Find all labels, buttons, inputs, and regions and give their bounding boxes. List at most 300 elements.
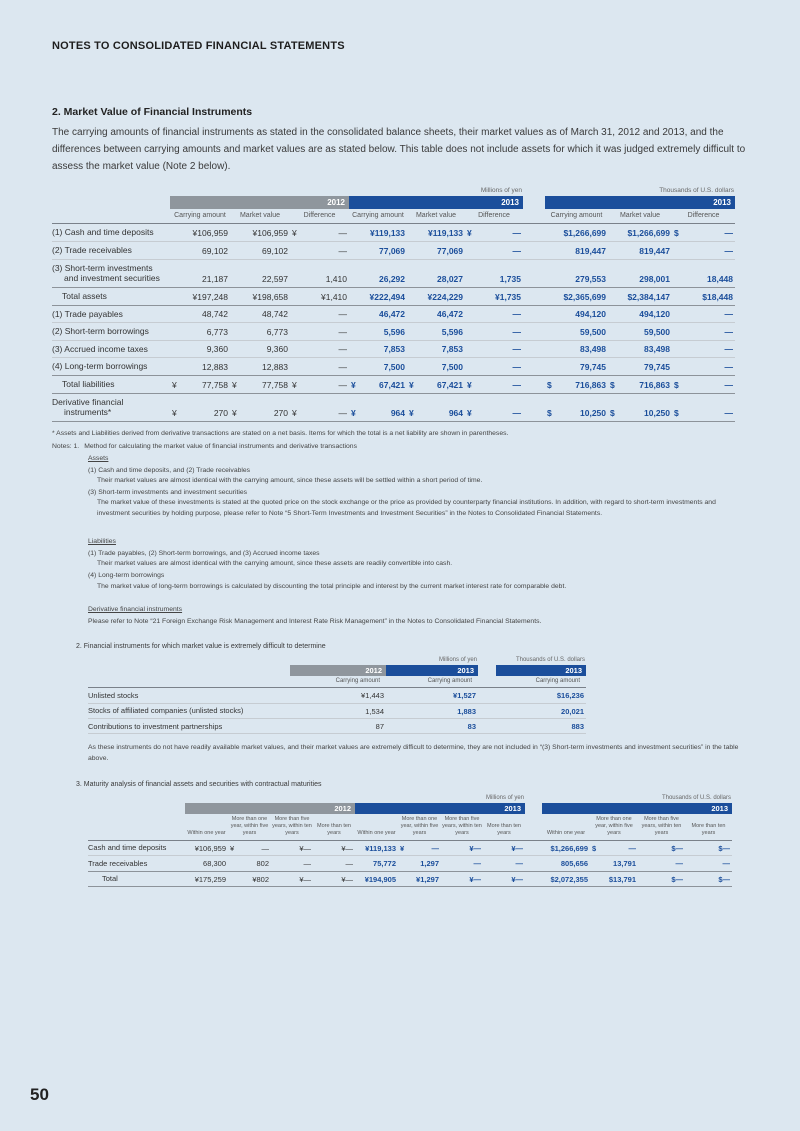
year-2013-usd-bar: 2013 — [545, 196, 735, 209]
amount: 67,421 — [437, 379, 463, 390]
table-cell: ¥— — [511, 874, 523, 884]
amount: — — [431, 843, 439, 853]
table-cell: — — [338, 245, 347, 256]
table-cell: ¥119,133 — [428, 228, 463, 239]
table-cell — [170, 405, 230, 421]
amount: 964 — [448, 407, 463, 418]
row-label: Total assets — [62, 290, 107, 301]
table-cell — [170, 377, 230, 393]
column-header-market: Market value — [239, 212, 281, 219]
table-cell: ¥802 — [252, 874, 269, 884]
table-cell: $1,266,699 — [563, 228, 606, 239]
table-row — [52, 358, 735, 376]
table-cell: 83,498 — [644, 344, 670, 355]
column-header-market: Market value — [619, 212, 661, 219]
currency-symbol: ¥ — [467, 228, 472, 239]
column-header-five-to-ten: More than five years, within ten years — [641, 815, 682, 836]
column-header-difference: Difference — [687, 212, 720, 219]
currency-symbol: ¥ — [351, 407, 356, 418]
column-header-carrying: Carrying amount — [335, 678, 380, 685]
row-label: Cash and time deposits — [88, 843, 167, 853]
table-cell — [407, 405, 465, 421]
column-gap — [523, 299, 545, 305]
table-row — [88, 688, 586, 703]
table-cell: — — [724, 326, 733, 337]
table-cell: 59,500 — [644, 326, 670, 337]
note2-after-text: As these instruments do not have readily available market values, and their market values are extremely difficult to determine, they are not included in “(3) Short-term investments and investment securities” in the table above. — [88, 744, 739, 763]
section-title: 2. Market Value of Financial Instruments — [52, 106, 253, 118]
table-cell: 12,883 — [202, 362, 228, 373]
table-cell — [672, 405, 735, 421]
amount: — — [512, 228, 521, 239]
table-cell — [672, 225, 735, 241]
row-label: (1) Trade payables — [52, 308, 123, 319]
table-cell: $— — [671, 874, 683, 884]
currency-symbol: ¥ — [232, 407, 237, 418]
table-row — [88, 872, 732, 887]
table-row — [52, 288, 735, 306]
column-header-one-to-five: More than one year, within five years — [400, 815, 439, 836]
amount: 10,250 — [644, 407, 670, 418]
table-cell: ¥— — [341, 874, 353, 884]
table-cell: 7,853 — [441, 344, 463, 355]
table-cell: ¥194,905 — [364, 874, 396, 884]
table-cell: — — [338, 362, 347, 373]
amount: 270 — [273, 407, 288, 418]
table-cell: 48,742 — [202, 309, 228, 320]
column-gap — [525, 866, 542, 871]
table-cell: 21,187 — [202, 273, 228, 284]
table-cell: 77,069 — [379, 245, 405, 256]
table-cell: — — [338, 309, 347, 320]
currency-symbol: ¥ — [292, 379, 297, 390]
column-header-one-to-five: More than one year, within five years — [230, 815, 269, 836]
column-header-within-one-year: Within one year — [187, 829, 226, 836]
page-number: 50 — [30, 1085, 49, 1104]
table-cell — [465, 225, 523, 241]
row-label: (4) Long-term borrowings — [52, 361, 148, 372]
row-label: (2) Trade receivables — [52, 245, 132, 256]
table-cell: — — [512, 362, 521, 373]
year-2013-bar: 2013 — [349, 196, 523, 209]
table2-column-headers — [88, 676, 586, 688]
unit-label-yen: Millions of yen — [438, 657, 477, 664]
column-header-over-ten: More than ten years — [691, 822, 726, 836]
table-cell: 26,292 — [379, 273, 405, 284]
table-cell: $16,236 — [556, 691, 584, 701]
row-label: Unlisted stocks — [88, 690, 139, 700]
amount: 10,250 — [580, 407, 606, 418]
column-header-within-one-year: Within one year — [357, 829, 396, 836]
table-cell: ¥106,959 — [192, 228, 228, 239]
assets-heading: Assets — [88, 454, 109, 462]
row-label: Derivative financial instruments* — [52, 396, 124, 418]
row-label: (3) Accrued income taxes — [52, 343, 148, 354]
table-cell: ¥222,494 — [369, 291, 405, 302]
table-cell: — — [345, 859, 353, 869]
table-row — [52, 242, 735, 260]
table-cell: ¥1,410 — [321, 291, 347, 302]
page-content — [52, 106, 752, 887]
year-2012-bar: 2012 — [185, 803, 355, 814]
table-row — [88, 704, 586, 719]
currency-symbol: ¥ — [172, 407, 177, 418]
table-cell — [465, 377, 523, 393]
derivative-body: Please refer to Note “21 Foreign Exchange Risk Management and Interest Rate Risk Management” in the Notes to Consolidated Financial Statements. — [88, 617, 542, 625]
market-value-table — [52, 187, 735, 422]
amount: — — [338, 379, 347, 390]
column-gap — [523, 387, 545, 393]
liabilities-item-head: (4) Long-term borrowings — [88, 572, 165, 580]
table3-unit-row — [88, 795, 732, 801]
table-cell: — — [338, 344, 347, 355]
liabilities-item-body: Their market values are almost identical with the carrying amount, since these assets are readily convertible into cash. — [97, 560, 453, 568]
assets-item — [88, 466, 743, 519]
amount: 77,758 — [262, 379, 288, 390]
table-cell: 5,596 — [441, 326, 463, 337]
table-cell: 13,791 — [613, 859, 636, 869]
table-cell: $1,266,699 — [550, 843, 588, 853]
table-cell: 18,448 — [707, 273, 733, 284]
table1-footnote: * Assets and Liabilities derived from derivative transactions are stated on a net basis. Items for which the total is a net liability are shown in parentheses. — [52, 429, 509, 437]
table-cell: — — [724, 344, 733, 355]
difficult-to-determine-table — [88, 657, 586, 734]
column-gap — [523, 351, 545, 357]
table-cell: 46,472 — [437, 309, 463, 320]
amount: 716,863 — [639, 379, 670, 390]
table-cell: 87 — [375, 721, 384, 731]
column-header-within-one-year: Within one year — [546, 829, 586, 836]
amount: — — [261, 843, 269, 853]
table-cell: — — [724, 362, 733, 373]
table-cell: 79,745 — [580, 362, 606, 373]
amount: — — [628, 843, 636, 853]
table1-body — [52, 224, 735, 422]
table-cell: ¥175,259 — [194, 874, 226, 884]
notes-label: Notes: 1. — [52, 442, 80, 450]
column-gap — [478, 683, 496, 687]
table-cell: 59,500 — [580, 326, 606, 337]
assets-item-head: (1) Cash and time deposits, and (2) Trade receivables — [88, 466, 251, 474]
table-cell: ¥106,959 — [252, 228, 288, 239]
table-cell: 69,102 — [202, 245, 228, 256]
liabilities-item-body: The market value of long-term borrowings is calculated by discounting the total principle and interest by the current market interest rate for comparable debt. — [97, 582, 567, 590]
column-gap — [523, 235, 545, 241]
note1-heading — [52, 443, 752, 450]
row-label: (2) Short-term borrowings — [52, 326, 149, 337]
column-gap — [478, 698, 496, 703]
amount: — — [724, 228, 733, 239]
table-cell: 83 — [467, 721, 476, 731]
column-header-five-to-ten: More than five years, within ten years — [272, 815, 312, 836]
table-row — [88, 719, 586, 734]
column-header-carrying: Carrying amount — [174, 212, 226, 219]
currency-symbol: ¥ — [409, 407, 414, 418]
table-cell: — — [724, 309, 733, 320]
table-cell: 7,500 — [441, 362, 463, 373]
table-cell: — — [515, 859, 523, 869]
table-cell: 22,597 — [262, 273, 288, 284]
unit-label-usd: Thousands of U.S. dollars — [661, 794, 731, 801]
table-cell — [608, 377, 672, 393]
table-cell — [608, 405, 672, 421]
note1-title: Method for calculating the market value of financial instruments and derivative transactions — [84, 442, 357, 450]
table2-unit-row — [88, 657, 586, 663]
column-header-difference: Difference — [478, 212, 510, 219]
currency-symbol: ¥ — [467, 379, 472, 390]
table-row — [52, 306, 735, 324]
table-cell: 494,120 — [575, 309, 606, 320]
currency-symbol: $ — [610, 379, 615, 390]
table-cell — [545, 405, 608, 421]
table-cell: 9,360 — [206, 344, 228, 355]
table-row — [52, 224, 735, 242]
table2-body — [88, 688, 586, 734]
amount: 77,758 — [202, 379, 228, 390]
table-cell: 75,772 — [373, 859, 396, 869]
table-cell: $— — [671, 843, 683, 853]
table-row — [88, 841, 732, 856]
liabilities-item-head: (1) Trade payables, (2) Short-term borrowings, and (3) Accrued income taxes — [88, 550, 320, 558]
table-cell: 9,360 — [266, 344, 288, 355]
table-cell: 46,472 — [379, 309, 405, 320]
table-cell: 68,300 — [203, 859, 226, 869]
liabilities-item — [88, 549, 743, 592]
table-cell — [228, 841, 271, 855]
table-cell: ¥— — [341, 843, 353, 853]
currency-symbol: ¥ — [409, 379, 414, 390]
currency-symbol: $ — [547, 407, 552, 418]
column-gap — [525, 850, 542, 855]
table-cell: ¥119,133 — [365, 843, 396, 853]
column-header-difference: Difference — [303, 212, 336, 219]
column-header-carrying: Carrying amount — [427, 678, 472, 685]
table-cell: 1,410 — [325, 273, 347, 284]
column-gap — [478, 728, 496, 733]
table-row — [52, 341, 735, 359]
table-cell: 12,883 — [262, 362, 288, 373]
table-cell: — — [512, 344, 521, 355]
table-cell: ¥1,527 — [453, 691, 476, 701]
table-cell: ¥— — [299, 843, 311, 853]
currency-symbol: ¥ — [232, 379, 237, 390]
currency-symbol: ¥ — [292, 407, 297, 418]
table-row — [52, 394, 735, 422]
row-label: Total liabilities — [62, 379, 115, 390]
table-cell: — — [473, 859, 481, 869]
column-gap — [525, 881, 542, 886]
table-cell: 1,534 — [365, 706, 384, 716]
assets-item-body: The market value of these investments is stated at the quoted price on the stock exchange or the price as provided by counterparty financial institutions. In addition, with regard to short-term investments and investment securities by holding purpose, please refer to Note “5 Short-Term Investments and Investment Securities” in the Notes to Consolidated Financial Statements. — [97, 499, 716, 517]
currency-symbol: ¥ — [400, 843, 405, 853]
table-row — [88, 856, 732, 871]
table-cell: 77,069 — [437, 245, 463, 256]
unit-label-yen: Millions of yen — [480, 187, 522, 194]
table1-unit-row — [52, 187, 735, 194]
assets-item-head: (3) Short-term investments and investment securities — [88, 489, 248, 497]
amount: — — [512, 379, 521, 390]
table-cell: $18,448 — [702, 291, 733, 302]
table-cell — [290, 405, 349, 421]
column-header-carrying: Carrying amount — [352, 212, 404, 219]
table-cell — [349, 377, 407, 393]
currency-symbol: $ — [592, 843, 597, 853]
table3-body — [88, 841, 732, 887]
column-header-market: Market value — [415, 212, 457, 219]
table-cell: — — [512, 309, 521, 320]
table-cell: ¥224,229 — [427, 291, 463, 302]
column-gap — [523, 316, 545, 322]
document-title: NOTES TO CONSOLIDATED FINANCIAL STATEMENTS — [52, 40, 345, 52]
table-cell — [290, 377, 349, 393]
unit-label-yen: Millions of yen — [485, 794, 524, 801]
column-header-five-to-ten: More than five years, within ten years — [442, 815, 482, 836]
amount: 270 — [213, 407, 228, 418]
table-cell: 69,102 — [262, 245, 288, 256]
unit-label-usd: Thousands of U.S. dollars — [515, 657, 585, 664]
column-gap — [523, 253, 545, 259]
table-cell: ¥119,133 — [370, 228, 405, 239]
column-header-one-to-five: More than one year, within five years — [595, 815, 633, 836]
table-cell: 298,001 — [639, 273, 670, 284]
currency-symbol: ¥ — [172, 379, 177, 390]
table-cell — [230, 377, 290, 393]
column-gap — [523, 415, 545, 421]
table-cell: 6,773 — [206, 326, 228, 337]
amount: 716,863 — [575, 379, 606, 390]
table-cell: — — [722, 859, 730, 869]
row-label: (3) Short-term investments and investment securities — [52, 262, 160, 284]
currency-symbol: $ — [610, 407, 615, 418]
currency-symbol: ¥ — [292, 228, 297, 239]
table-cell: 819,447 — [639, 245, 670, 256]
column-header-spacer — [52, 217, 170, 223]
table-row — [52, 260, 735, 288]
table-cell: $13,791 — [608, 874, 636, 884]
table-cell: $— — [718, 874, 730, 884]
table1-column-headers — [52, 209, 735, 224]
table-cell: $1,266,699 — [627, 228, 670, 239]
column-gap — [523, 281, 545, 287]
table-cell — [230, 405, 290, 421]
table-cell: 802 — [256, 859, 269, 869]
table3-column-headers — [88, 814, 732, 841]
table-cell: ¥— — [469, 843, 481, 853]
note1-content — [88, 454, 743, 627]
table-cell: 48,742 — [262, 309, 288, 320]
currency-symbol: $ — [674, 228, 679, 239]
table-cell: $2,072,355 — [550, 874, 588, 884]
year-2013-usd-bar: 2013 — [542, 803, 732, 814]
table-cell: $— — [718, 843, 730, 853]
currency-symbol: ¥ — [467, 407, 472, 418]
table-cell: 28,027 — [437, 273, 463, 284]
table-cell: 805,656 — [560, 859, 588, 869]
year-2013-bar: 2013 — [355, 803, 525, 814]
row-label: Trade receivables — [88, 858, 148, 868]
table-cell: 7,500 — [383, 362, 405, 373]
table-cell: ¥106,959 — [194, 843, 226, 853]
amount: 67,421 — [379, 379, 405, 390]
table-cell: ¥1,443 — [361, 691, 384, 701]
table-cell: 1,297 — [420, 859, 439, 869]
column-gap — [523, 217, 545, 223]
table-cell: — — [338, 326, 347, 337]
table-cell: 5,596 — [383, 326, 405, 337]
table-cell — [398, 841, 441, 855]
column-header-carrying: Carrying amount — [550, 212, 603, 219]
year-2012-bar: 2012 — [290, 665, 386, 676]
table-cell: ¥1,297 — [416, 874, 439, 884]
table-cell: 494,120 — [639, 309, 670, 320]
amount: 964 — [390, 407, 405, 418]
table-cell: 1,735 — [499, 273, 521, 284]
row-label: Contributions to investment partnerships — [88, 721, 223, 731]
row-label: Total — [102, 874, 118, 884]
table3-year-bars — [88, 803, 732, 814]
table-cell: — — [675, 859, 683, 869]
table-cell: — — [512, 326, 521, 337]
column-header-spacer — [88, 835, 185, 840]
table-cell: ¥197,248 — [192, 291, 228, 302]
column-gap — [478, 713, 496, 718]
table-cell — [590, 841, 638, 855]
currency-symbol: ¥ — [230, 843, 235, 853]
table-cell: $2,365,699 — [563, 291, 606, 302]
unit-label-usd: Thousands of U.S. dollars — [659, 187, 734, 194]
table-cell — [465, 405, 523, 421]
table-cell: 883 — [571, 721, 584, 731]
column-header-over-ten: More than ten years — [487, 822, 521, 836]
maturity-analysis-table — [88, 795, 732, 888]
year-2013-bar: 2013 — [386, 665, 478, 676]
currency-symbol: $ — [674, 407, 679, 418]
table-cell: ¥— — [511, 843, 523, 853]
table-cell: 7,853 — [383, 344, 405, 355]
table-cell: 83,498 — [580, 344, 606, 355]
table1-year-bars — [52, 196, 735, 209]
table-cell: 819,447 — [575, 245, 606, 256]
table-cell: — — [724, 245, 733, 256]
table-cell — [672, 377, 735, 393]
derivative-heading: Derivative financial instruments — [88, 605, 183, 613]
year-2013-usd-bar: 2013 — [496, 665, 586, 676]
column-gap — [523, 369, 545, 375]
table-cell: ¥— — [469, 874, 481, 884]
amount: — — [724, 407, 733, 418]
column-header-spacer — [88, 683, 290, 687]
currency-symbol: $ — [547, 379, 552, 390]
note2-title: 2. Financial instruments for which market value is extremely difficult to determine — [76, 643, 326, 651]
row-label: (1) Cash and time deposits — [52, 227, 154, 238]
table-cell: 79,745 — [644, 362, 670, 373]
table-row — [52, 376, 735, 394]
table-cell: ¥— — [299, 874, 311, 884]
liabilities-heading: Liabilities — [88, 537, 116, 545]
table-cell: 20,021 — [561, 706, 584, 716]
currency-symbol: ¥ — [351, 379, 356, 390]
column-gap — [523, 334, 545, 340]
table-cell — [407, 377, 465, 393]
table-cell: 279,553 — [575, 273, 606, 284]
amount: — — [724, 379, 733, 390]
amount: — — [512, 407, 521, 418]
table-cell: ¥1,735 — [495, 291, 521, 302]
table-cell — [290, 225, 349, 241]
column-gap — [525, 835, 542, 840]
table-row — [52, 323, 735, 341]
table-cell — [545, 377, 608, 393]
